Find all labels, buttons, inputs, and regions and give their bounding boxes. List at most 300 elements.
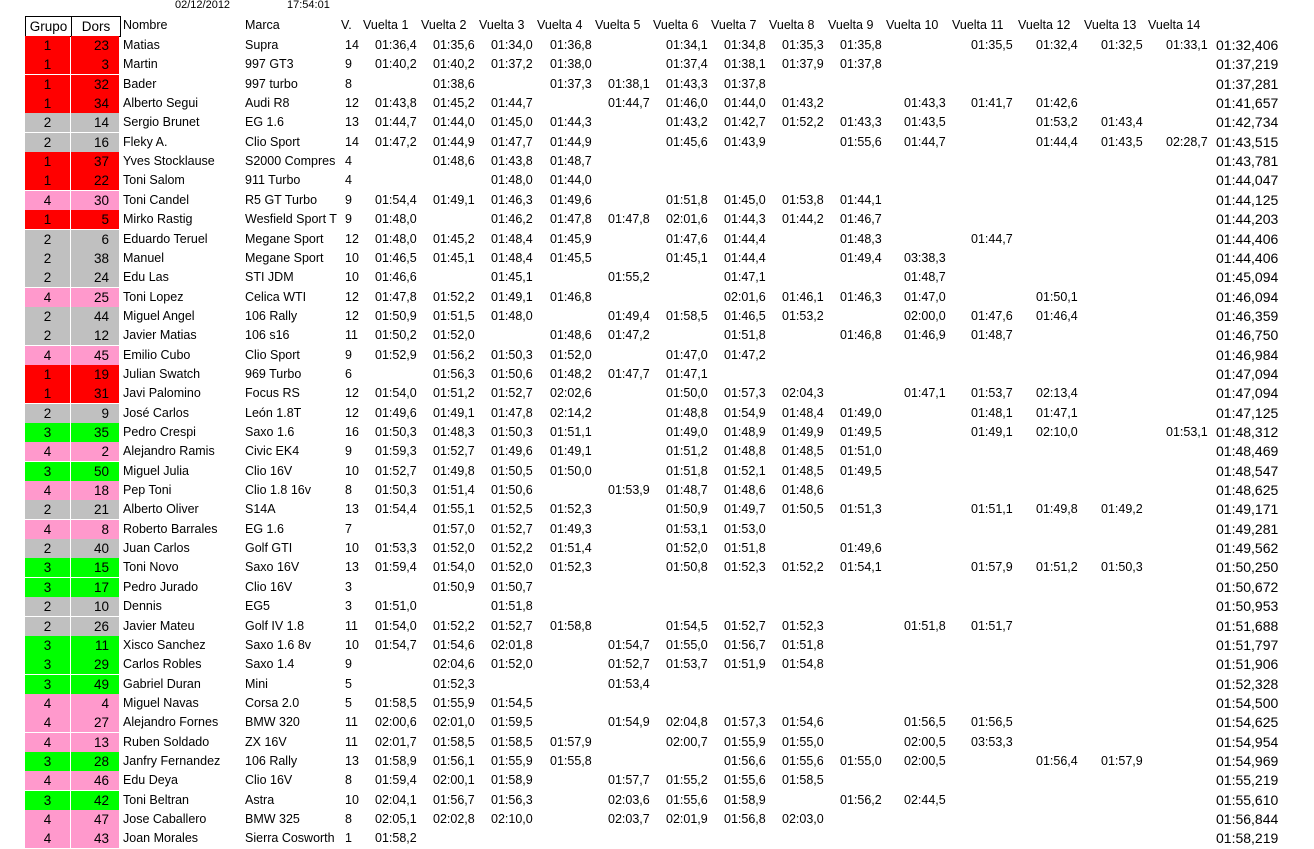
lap-time-cell: 01:44,7: [608, 96, 650, 111]
column-header-grupo: Grupo: [25, 16, 72, 37]
lap-time-cell: 02:04,6: [433, 657, 475, 672]
lap-time-cell: 01:43,3: [840, 115, 882, 130]
lap-time-cell: 01:48,0: [375, 231, 417, 246]
lap-time-cell: 01:51,8: [491, 599, 533, 614]
lap-count-cell: 11: [345, 715, 358, 730]
lap-count-cell: 6: [345, 366, 352, 381]
lap-time-cell: 01:54,4: [375, 502, 417, 517]
lap-time-cell: 01:50,6: [491, 483, 533, 498]
lap-time-cell: 01:38,0: [550, 57, 592, 72]
best-lap-cell: 01:46,359: [1216, 307, 1279, 324]
column-header-vuelta-6: Vuelta 6: [653, 18, 699, 32]
column-header-dors: Dors: [71, 16, 121, 37]
column-header-vuelta-3: Vuelta 3: [479, 18, 525, 32]
lap-time-cell: 01:45,2: [433, 96, 475, 111]
car-model-cell: León 1.8T: [245, 405, 302, 420]
best-lap-cell: 01:54,625: [1216, 714, 1279, 731]
column-header-vuelta-12: Vuelta 12: [1018, 18, 1071, 32]
lap-time-cell: 01:55,6: [666, 792, 708, 807]
bib-number-cell: 47: [71, 810, 119, 829]
group-cell: 2: [25, 617, 70, 636]
car-model-cell: 106 Rally: [245, 753, 298, 768]
lap-time-cell: 01:48,5: [782, 463, 824, 478]
lap-time-cell: 01:51,4: [433, 483, 475, 498]
lap-time-cell: 01:36,8: [550, 38, 592, 52]
lap-time-cell: 01:51,9: [724, 657, 766, 672]
lap-count-cell: 9: [345, 192, 352, 207]
lap-time-cell: 01:56,6: [724, 753, 766, 768]
table-row: [0, 578, 1314, 597]
lap-time-cell: 01:52,0: [433, 328, 475, 343]
bib-number-cell: 16: [71, 133, 119, 152]
lap-time-cell: 01:54,4: [375, 192, 417, 207]
group-cell: 4: [25, 442, 70, 461]
lap-time-cell: 01:56,1: [433, 753, 475, 768]
lap-count-cell: 3: [345, 599, 352, 614]
lap-time-cell: 01:44,7: [491, 96, 533, 111]
lap-time-cell: 01:51,7: [971, 618, 1013, 633]
lap-time-cell: 02:04,3: [782, 386, 824, 401]
car-model-cell: S14A: [245, 502, 276, 517]
lap-time-cell: 01:51,8: [724, 328, 766, 343]
bib-number-cell: 37: [71, 152, 119, 171]
driver-name-cell: Javier Mateu: [123, 618, 195, 633]
table-row: [0, 500, 1314, 519]
lap-time-cell: 01:52,2: [433, 618, 475, 633]
lap-time-cell: 01:53,1: [1166, 425, 1208, 439]
lap-time-cell: 01:50,3: [375, 425, 417, 439]
car-model-cell: Supra: [245, 38, 279, 52]
lap-count-cell: 8: [345, 773, 352, 788]
lap-time-cell: 01:47,8: [608, 212, 650, 227]
lap-count-cell: 9: [345, 347, 352, 362]
lap-time-cell: 01:53,0: [724, 521, 766, 536]
lap-time-cell: 01:51,2: [1036, 560, 1078, 575]
driver-name-cell: Carlos Robles: [123, 657, 202, 672]
lap-time-cell: 01:53,4: [608, 676, 650, 691]
lap-time-cell: 01:53,7: [971, 386, 1013, 401]
lap-time-cell: 01:48,7: [550, 154, 592, 169]
bib-number-cell: 25: [71, 288, 119, 307]
lap-time-cell: 01:48,6: [782, 483, 824, 498]
bib-number-cell: 46: [71, 771, 119, 790]
group-cell: 4: [25, 771, 70, 790]
driver-name-cell: Edu Las: [123, 270, 169, 285]
lap-time-cell: 01:50,9: [666, 502, 708, 517]
column-header-v: V.: [341, 18, 352, 32]
bib-number-cell: 14: [71, 113, 119, 132]
driver-name-cell: Dennis: [123, 599, 162, 614]
driver-name-cell: Mirko Rastig: [123, 212, 193, 227]
lap-time-cell: 01:52,2: [433, 289, 475, 304]
bib-number-cell: 12: [71, 326, 119, 345]
lap-time-cell: 01:54,6: [782, 715, 824, 730]
group-cell: 4: [25, 733, 70, 752]
lap-time-cell: 01:55,6: [782, 753, 824, 768]
lap-time-cell: 01:52,2: [782, 560, 824, 575]
lap-time-cell: 01:45,1: [666, 250, 708, 265]
table-row: [0, 752, 1314, 771]
lap-time-cell: 01:46,7: [840, 212, 882, 227]
lap-time-cell: 01:49,6: [840, 541, 882, 556]
column-header-vuelta-10: Vuelta 10: [886, 18, 939, 32]
lap-time-cell: 01:56,3: [433, 366, 475, 381]
lap-time-cell: 01:52,7: [724, 618, 766, 633]
car-model-cell: Focus RS: [245, 386, 300, 401]
lap-time-cell: 01:50,2: [375, 328, 417, 343]
lap-time-cell: 01:48,0: [491, 308, 533, 323]
car-model-cell: Golf GTI: [245, 541, 293, 556]
lap-time-cell: 01:34,0: [491, 38, 533, 52]
driver-name-cell: Yves Stocklause: [123, 154, 215, 169]
best-lap-cell: 01:51,906: [1216, 656, 1279, 673]
bib-number-cell: 22: [71, 171, 119, 190]
bib-number-cell: 5: [71, 210, 119, 229]
best-lap-cell: 01:49,562: [1216, 540, 1279, 557]
group-cell: 3: [25, 791, 70, 810]
driver-name-cell: Miguel Julia: [123, 463, 190, 478]
lap-time-cell: 01:50,6: [491, 366, 533, 381]
group-cell: 4: [25, 694, 70, 713]
lap-time-cell: 01:52,7: [433, 444, 475, 459]
lap-count-cell: 8: [345, 483, 352, 498]
lap-time-cell: 02:44,5: [904, 792, 946, 807]
lap-time-cell: 01:45,0: [724, 192, 766, 207]
lap-time-cell: 01:47,7: [491, 134, 533, 149]
bib-number-cell: 26: [71, 617, 119, 636]
lap-time-cell: 01:52,3: [724, 560, 766, 575]
lap-time-cell: 01:52,3: [550, 502, 592, 517]
lap-time-cell: 01:46,9: [904, 328, 946, 343]
lap-time-cell: 01:48,7: [666, 483, 708, 498]
lap-time-cell: 01:51,8: [782, 637, 824, 652]
lap-time-cell: 01:47,0: [666, 347, 708, 362]
lap-time-cell: 01:58,5: [433, 734, 475, 749]
table-row: [0, 791, 1314, 810]
lap-count-cell: 13: [345, 560, 359, 575]
best-lap-cell: 01:37,219: [1216, 56, 1279, 73]
lap-time-cell: 01:48,8: [666, 405, 708, 420]
car-model-cell: Clio 16V: [245, 579, 293, 594]
table-row: [0, 675, 1314, 694]
bib-number-cell: 27: [71, 713, 119, 732]
best-lap-cell: 01:58,219: [1216, 830, 1279, 847]
best-lap-cell: 01:55,219: [1216, 772, 1279, 789]
table-row: [0, 481, 1314, 500]
driver-name-cell: Toni Novo: [123, 560, 179, 575]
group-cell: 1: [25, 36, 70, 55]
lap-time-cell: 01:55,6: [724, 773, 766, 788]
lap-count-cell: 4: [345, 154, 352, 169]
lap-time-cell: 02:28,7: [1166, 134, 1208, 149]
bib-number-cell: 40: [71, 539, 119, 558]
lap-time-cell: 01:37,9: [782, 57, 824, 72]
group-cell: 1: [25, 55, 70, 74]
lap-time-cell: 01:48,6: [433, 154, 475, 169]
lap-time-cell: 02:04,1: [375, 792, 417, 807]
bib-number-cell: 29: [71, 655, 119, 674]
lap-time-cell: 03:38,3: [904, 250, 946, 265]
lap-time-cell: 01:46,5: [375, 250, 417, 265]
lap-time-cell: 01:52,2: [491, 541, 533, 556]
lap-time-cell: 01:49,4: [840, 250, 882, 265]
bib-number-cell: 6: [71, 230, 119, 249]
group-cell: 4: [25, 288, 70, 307]
lap-time-cell: 01:52,0: [433, 541, 475, 556]
lap-time-cell: 01:55,2: [608, 270, 650, 285]
lap-time-cell: 01:48,0: [375, 212, 417, 227]
table-row: [0, 268, 1314, 287]
table-row: [0, 539, 1314, 558]
lap-time-cell: 01:45,5: [550, 250, 592, 265]
lap-time-cell: 01:54,5: [666, 618, 708, 633]
car-model-cell: Celica WTI: [245, 289, 307, 304]
driver-name-cell: Julian Swatch: [123, 366, 201, 381]
column-header-vuelta-13: Vuelta 13: [1084, 18, 1137, 32]
bib-number-cell: 44: [71, 307, 119, 326]
lap-time-cell: 02:14,2: [550, 405, 592, 420]
lap-time-cell: 01:44,7: [375, 115, 417, 130]
car-model-cell: Civic EK4: [245, 444, 300, 459]
lap-time-cell: 01:54,7: [608, 637, 650, 652]
table-row: [0, 210, 1314, 229]
lap-time-cell: 01:54,0: [375, 618, 417, 633]
lap-time-cell: 01:52,0: [491, 657, 533, 672]
lap-time-cell: 02:01,8: [491, 637, 533, 652]
car-model-cell: Astra: [245, 792, 275, 807]
lap-time-cell: 01:51,1: [971, 502, 1013, 517]
bib-number-cell: 3: [71, 55, 119, 74]
lap-time-cell: 01:48,6: [724, 483, 766, 498]
best-lap-cell: 01:48,625: [1216, 482, 1279, 499]
car-model-cell: Megane Sport: [245, 231, 324, 246]
table-row: [0, 597, 1314, 616]
lap-time-cell: 01:51,2: [433, 386, 475, 401]
lap-time-cell: 01:55,0: [782, 734, 824, 749]
best-lap-cell: 01:52,328: [1216, 675, 1279, 692]
group-cell: 4: [25, 481, 70, 500]
driver-name-cell: Toni Salom: [123, 173, 185, 188]
car-model-cell: 911 Turbo: [245, 173, 301, 188]
bib-number-cell: 34: [71, 94, 119, 113]
lap-time-cell: 01:56,8: [724, 812, 766, 826]
lap-time-cell: 01:41,7: [971, 96, 1013, 111]
best-lap-cell: 01:44,406: [1216, 230, 1279, 247]
group-cell: 3: [25, 462, 70, 481]
lap-time-cell: 01:47,0: [904, 289, 946, 304]
car-model-cell: 106 Rally: [245, 308, 298, 323]
best-lap-cell: 01:46,984: [1216, 346, 1279, 363]
best-lap-cell: 01:41,657: [1216, 95, 1279, 112]
lap-time-cell: 01:55,6: [840, 134, 882, 149]
lap-time-cell: 01:52,0: [666, 541, 708, 556]
lap-time-cell: 02:03,7: [608, 812, 650, 826]
car-model-cell: ZX 16V: [245, 734, 287, 749]
lap-count-cell: 10: [345, 463, 359, 478]
car-model-cell: 997 turbo: [245, 76, 298, 91]
lap-time-cell: 01:56,2: [840, 792, 882, 807]
lap-time-cell: 01:43,9: [724, 134, 766, 149]
lap-time-cell: 01:51,4: [550, 541, 592, 556]
car-model-cell: Corsa 2.0: [245, 695, 300, 710]
lap-time-cell: 01:37,8: [840, 57, 882, 72]
table-row: [0, 346, 1314, 365]
table-row: [0, 617, 1314, 636]
car-model-cell: Clio Sport: [245, 134, 300, 149]
table-row: [0, 94, 1314, 113]
lap-time-cell: 01:46,3: [840, 289, 882, 304]
driver-name-cell: Toni Beltran: [123, 792, 190, 807]
table-row: [0, 384, 1314, 403]
lap-time-cell: 01:49,1: [550, 444, 592, 459]
lap-time-cell: 01:54,9: [608, 715, 650, 730]
lap-time-cell: 02:00,1: [433, 773, 475, 788]
lap-time-cell: 01:37,2: [491, 57, 533, 72]
lap-time-cell: 01:53,2: [782, 308, 824, 323]
lap-time-cell: 01:46,6: [375, 270, 417, 285]
lap-time-cell: 01:55,9: [433, 695, 475, 710]
driver-name-cell: Pedro Crespi: [123, 425, 196, 439]
lap-time-cell: 02:01,7: [375, 734, 417, 749]
lap-time-cell: 01:44,7: [971, 231, 1013, 246]
column-header-vuelta-7: Vuelta 7: [711, 18, 757, 32]
lap-time-cell: 01:54,0: [375, 386, 417, 401]
driver-name-cell: Eduardo Teruel: [123, 231, 208, 246]
car-model-cell: BMW 320: [245, 715, 300, 730]
lap-time-cell: 01:55,0: [666, 637, 708, 652]
lap-count-cell: 10: [345, 270, 359, 285]
lap-time-cell: 01:50,3: [491, 425, 533, 439]
best-lap-cell: 01:50,953: [1216, 598, 1279, 615]
lap-time-cell: 01:49,8: [1036, 502, 1078, 517]
column-header-vuelta-8: Vuelta 8: [769, 18, 815, 32]
report-time: 17:54:01: [287, 0, 330, 11]
lap-time-cell: 01:59,3: [375, 444, 417, 459]
lap-time-cell: 01:57,0: [433, 521, 475, 536]
lap-time-cell: 02:01,0: [433, 715, 475, 730]
lap-time-cell: 01:49,0: [666, 425, 708, 439]
lap-time-cell: 01:44,2: [782, 212, 824, 227]
lap-time-cell: 02:00,7: [666, 734, 708, 749]
lap-count-cell: 12: [345, 96, 359, 111]
lap-time-cell: 01:46,2: [491, 212, 533, 227]
lap-time-cell: 01:37,3: [550, 76, 592, 91]
lap-time-cell: 01:44,7: [904, 134, 946, 149]
lap-time-cell: 01:49,7: [724, 502, 766, 517]
bib-number-cell: 24: [71, 268, 119, 287]
lap-time-cell: 01:35,5: [971, 38, 1013, 52]
car-model-cell: Saxo 1.6 8v: [245, 637, 312, 652]
lap-count-cell: 5: [345, 676, 352, 691]
table-row: [0, 520, 1314, 539]
lap-count-cell: 10: [345, 250, 359, 265]
group-cell: 1: [25, 171, 70, 190]
driver-name-cell: Sergio Brunet: [123, 115, 200, 130]
table-row: [0, 55, 1314, 74]
table-row: [0, 829, 1314, 848]
lap-time-cell: 01:48,2: [550, 366, 592, 381]
lap-time-cell: 01:47,8: [550, 212, 592, 227]
column-header-vuelta-5: Vuelta 5: [595, 18, 641, 32]
lap-time-cell: 01:58,5: [491, 734, 533, 749]
group-cell: 4: [25, 713, 70, 732]
lap-time-cell: 01:45,9: [550, 231, 592, 246]
lap-time-cell: 01:56,4: [1036, 753, 1078, 768]
lap-count-cell: 14: [345, 38, 359, 52]
lap-time-cell: 01:46,8: [840, 328, 882, 343]
lap-count-cell: 3: [345, 579, 352, 594]
best-lap-cell: 01:55,610: [1216, 791, 1279, 808]
lap-time-cell: 01:52,3: [433, 676, 475, 691]
driver-name-cell: Bader: [123, 76, 157, 91]
car-model-cell: 997 GT3: [245, 57, 294, 72]
lap-time-cell: 01:58,5: [782, 773, 824, 788]
lap-time-cell: 01:47,1: [1036, 405, 1078, 420]
lap-time-cell: 01:36,4: [375, 38, 417, 52]
lap-time-cell: 02:00,5: [904, 753, 946, 768]
group-cell: 3: [25, 636, 70, 655]
bib-number-cell: 35: [71, 423, 119, 442]
lap-time-cell: 01:48,0: [491, 173, 533, 188]
lap-time-cell: 01:53,8: [782, 192, 824, 207]
lap-time-cell: 01:43,8: [375, 96, 417, 111]
lap-time-cell: 01:56,7: [724, 637, 766, 652]
lap-time-cell: 01:32,5: [1101, 38, 1143, 52]
bib-number-cell: 50: [71, 462, 119, 481]
table-row: [0, 636, 1314, 655]
group-cell: 1: [25, 94, 70, 113]
lap-time-cell: 01:46,4: [1036, 308, 1078, 323]
group-cell: 4: [25, 810, 70, 829]
best-lap-cell: 01:45,094: [1216, 269, 1279, 286]
lap-time-cell: 01:44,0: [724, 96, 766, 111]
car-model-cell: EG 1.6: [245, 115, 284, 130]
lap-time-cell: 02:02,8: [433, 812, 475, 826]
lap-time-cell: 01:34,1: [666, 38, 708, 52]
group-cell: 4: [25, 191, 70, 210]
bib-number-cell: 43: [71, 829, 119, 848]
lap-time-cell: 01:37,4: [666, 57, 708, 72]
lap-time-cell: 01:52,9: [375, 347, 417, 362]
bib-number-cell: 49: [71, 675, 119, 694]
column-header-vuelta-14: Vuelta 14: [1148, 18, 1201, 32]
lap-time-cell: 01:50,0: [666, 386, 708, 401]
lap-count-cell: 9: [345, 57, 352, 72]
group-cell: 2: [25, 326, 70, 345]
best-lap-cell: 01:44,047: [1216, 172, 1279, 189]
bib-number-cell: 17: [71, 578, 119, 597]
driver-name-cell: Juan Carlos: [123, 541, 190, 556]
lap-time-cell: 01:48,3: [840, 231, 882, 246]
car-model-cell: Clio 16V: [245, 773, 293, 788]
lap-time-cell: 01:47,2: [375, 134, 417, 149]
lap-time-cell: 01:52,7: [491, 386, 533, 401]
driver-name-cell: Ruben Soldado: [123, 734, 210, 749]
lap-time-cell: 01:54,5: [491, 695, 533, 710]
best-lap-cell: 01:54,969: [1216, 752, 1279, 769]
lap-time-cell: 01:47,8: [375, 289, 417, 304]
bib-number-cell: 10: [71, 597, 119, 616]
lap-count-cell: 13: [345, 115, 359, 130]
lap-count-cell: 11: [345, 328, 358, 343]
table-row: [0, 655, 1314, 674]
lap-time-cell: 01:57,3: [724, 386, 766, 401]
lap-count-cell: 9: [345, 444, 352, 459]
lap-time-cell: 01:40,2: [375, 57, 417, 72]
lap-time-cell: 01:45,1: [433, 250, 475, 265]
lap-time-cell: 01:42,7: [724, 115, 766, 130]
lap-time-cell: 01:55,9: [491, 753, 533, 768]
